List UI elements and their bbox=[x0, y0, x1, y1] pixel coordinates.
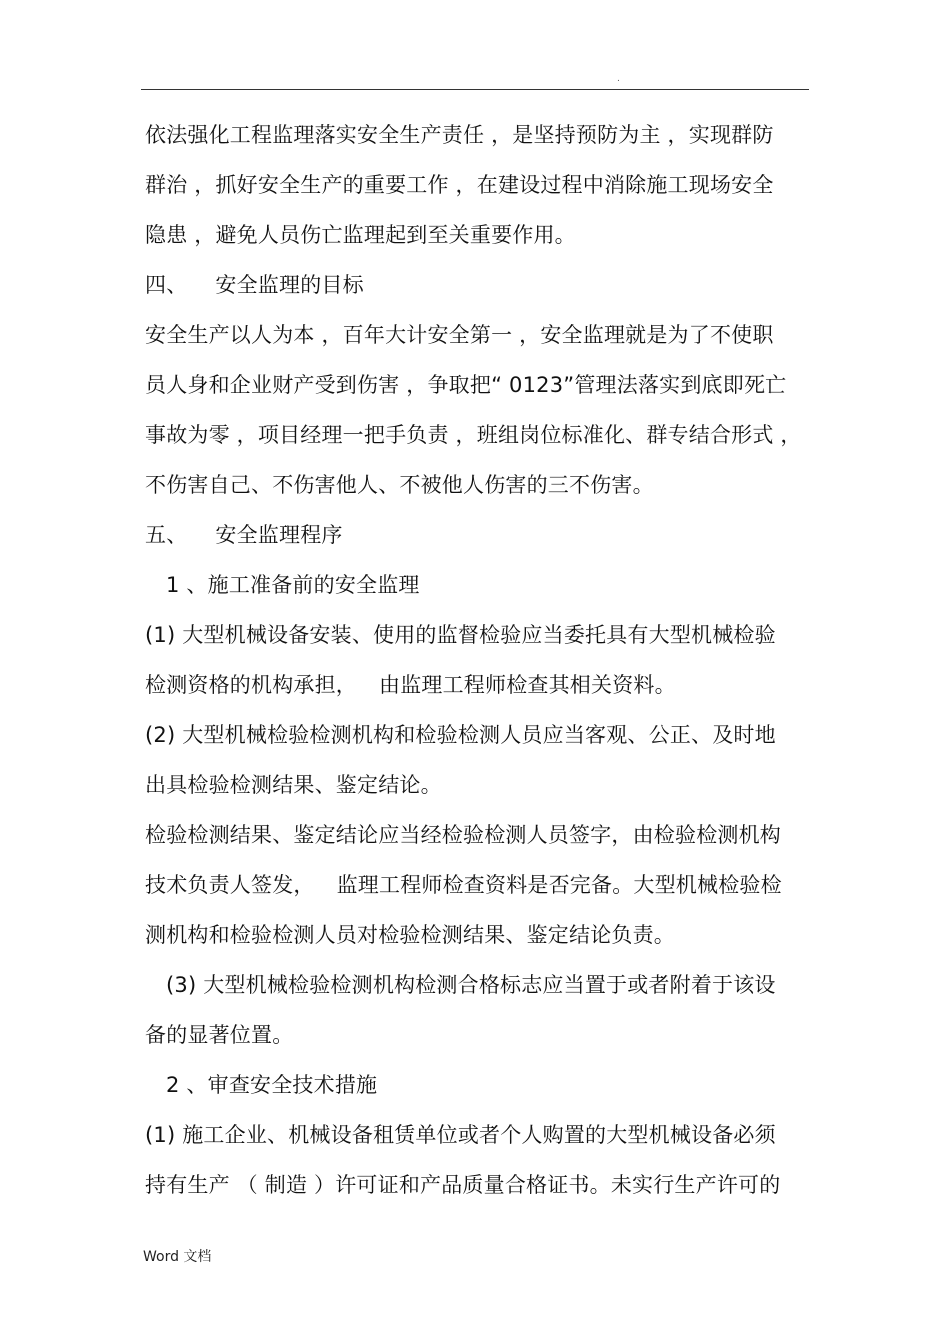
paragraph-line: 事故为零 ，项目经理一把手负责 ，班组岗位标准化、群专结合形式 ， bbox=[145, 423, 802, 447]
paragraph-line bbox=[145, 670, 676, 700]
footer-label: Word 文档 bbox=[143, 1249, 212, 1265]
line-segment: 由监理工程师检查其相关资料。 bbox=[379, 673, 676, 697]
paragraph-line: 检验检测结果、鉴定结论应当经检验检测人员签字，由检验检测机构 bbox=[145, 823, 781, 847]
subsection-heading: 2 、审查安全技术措施 bbox=[166, 1073, 378, 1097]
paragraph-line: (2) 大型机械检验检测机构和检验检测人员应当客观、公正、及时地 bbox=[145, 723, 776, 747]
paragraph-line: 出具检验检测结果、鉴定结论。 bbox=[145, 773, 442, 797]
line-segment: 检测资格的机构承担， bbox=[145, 673, 357, 697]
section-title: 安全监理程序 bbox=[215, 523, 343, 547]
paragraph-line: 不伤害自己、不伤害他人、不被他人伤害的三不伤害。 bbox=[145, 473, 654, 497]
paragraph-line bbox=[145, 870, 782, 900]
line-segment: 技术负责人签发， bbox=[145, 873, 315, 897]
paragraph-line: 测机构和检验检测人员对检验检测结果、鉴定结论负责。 bbox=[145, 923, 675, 947]
paragraph-line: 隐患 ，避免人员伤亡监理起到至关重要作用。 bbox=[145, 223, 576, 247]
paragraph-line: (1) 施工企业、机械设备租赁单位或者个人购置的大型机械设备必须 bbox=[145, 1123, 776, 1147]
paragraph-line: 安全生产以人为本 ，百年大计安全第一 ，安全监理就是为了不使职 bbox=[145, 323, 774, 347]
section-number: 五、 bbox=[145, 523, 188, 547]
section-heading bbox=[145, 520, 343, 550]
header-rule bbox=[141, 89, 809, 90]
section-number: 四、 bbox=[145, 273, 188, 297]
subsection-heading: 1 、施工准备前的安全监理 bbox=[166, 573, 420, 597]
header-mark: . bbox=[617, 74, 620, 84]
paragraph-line: 员人身和企业财产受到伤害 ，争取把“ 0123”管理法落实到底即死亡 bbox=[145, 373, 787, 397]
paragraph-line: 群治 ，抓好安全生产的重要工作 ，在建设过程中消除施工现场安全 bbox=[145, 173, 774, 197]
paragraph-line: 备的显著位置。 bbox=[145, 1023, 294, 1047]
section-heading bbox=[145, 270, 364, 300]
section-title: 安全监理的目标 bbox=[215, 273, 364, 297]
paragraph-line: 依法强化工程监理落实安全生产责任 ，是坚持预防为主 ，实现群防 bbox=[145, 123, 774, 147]
paragraph-line: (1) 大型机械设备安装、使用的监督检验应当委托具有大型机械检验 bbox=[145, 623, 776, 647]
paragraph-line: (3) 大型机械检验检测机构检测合格标志应当置于或者附着于该设 bbox=[166, 973, 776, 997]
line-segment: 监理工程师检查资料是否完备。大型机械检验检 bbox=[336, 873, 782, 897]
paragraph-line: 持有生产 （ 制造 ）许可证和产品质量合格证书。未实行生产许可的 bbox=[145, 1173, 781, 1197]
